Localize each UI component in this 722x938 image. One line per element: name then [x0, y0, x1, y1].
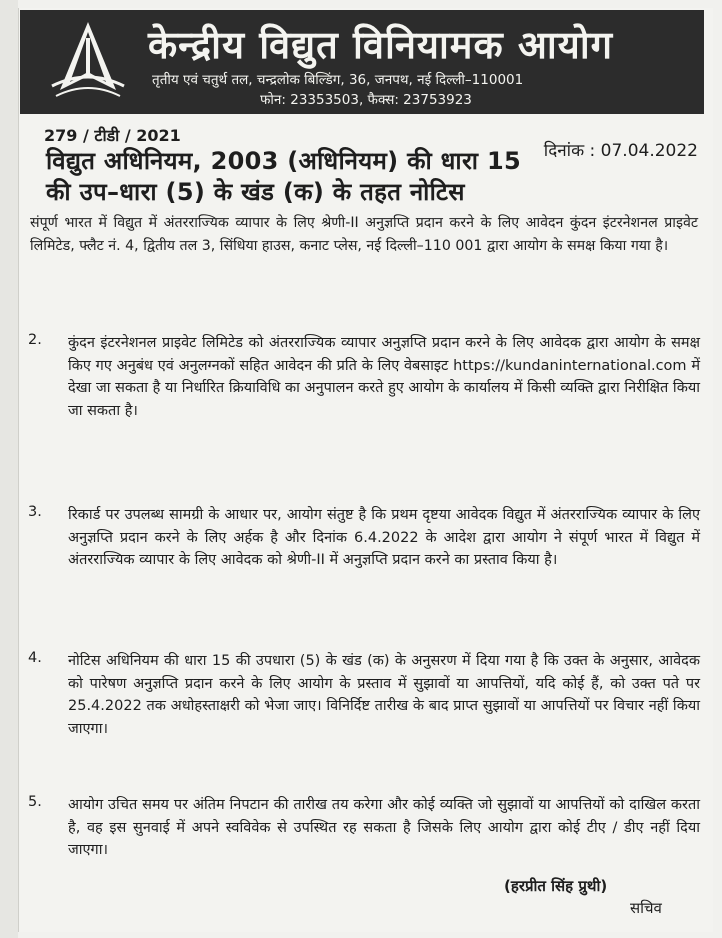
notice-date: दिनांक : 07.04.2022 — [543, 141, 698, 161]
item-number: 2. — [28, 332, 42, 348]
page-edge — [0, 0, 18, 938]
organization-name: केन्द्रीय विद्युत विनियामक आयोग — [148, 23, 614, 67]
organization-contact: फोन: 23353503, फैक्स: 23753923 — [260, 92, 472, 108]
title-line-2: की उप–धारा (5) के खंड (क) के तहत नोटिस — [46, 178, 465, 206]
item-text: कुंदन इंटरनेशनल प्राइवेट लिमिटेड को अंतरराज्यिक व्यापार अनुज्ञप्ति प्रदान करने के लिए आवेदक द्वारा आयोग के समक्ष किए गए अनुबंध एवं अनुलग्नकों सहित आवेदन की प्रति के लिए वेबसाइट https://kundaninternational.com में देखा जा सकता है या निर्धारित क्रियाविधि का अनुपालन करते हुए आयोग के कार्यालय में किसी व्यक्ति द्वारा निरीक्षित किया जा सकता है। — [68, 335, 700, 419]
signatory-name: (हरप्रीत सिंह प्रुथी) — [504, 877, 608, 895]
notice-title — [46, 146, 700, 208]
paragraph-1: संपूर्ण भारत में विद्युत में अंतरराज्यिक व्यापार के लिए श्रेणी-II अनुज्ञप्ति प्रदान करने के लिए आवेदन कुंदन इंटरनेशनल प्राइवेट लिमिटेड, फ्लैट नं. 4, द्वितीय तल 3, सिंधिया हाउस, कनाट प्लेस, नई दिल्ली–110 001 द्वारा आयोग के समक्ष किया गया है। — [30, 215, 698, 254]
title-line-1: विद्युत अधिनियम, 2003 (अधिनियम) की धारा 15 — [46, 147, 521, 175]
item-number: 5. — [28, 794, 42, 810]
reference-number: 279 / टीडी / 2021 — [44, 126, 181, 145]
item-text: आयोग उचित समय पर अंतिम निपटान की तारीख तय करेगा और कोई व्यक्ति जो सुझावों या आपत्तियों को दाखिल करता है, वह इस सुनवाई में अपने स्वविवेक से उपस्थित रह सकता है जिसके लिए आयोग द्वारा कोई टीए / डीए नहीं दिया जाएगा। — [68, 797, 700, 858]
item-number: 4. — [28, 650, 42, 666]
cerc-logo — [46, 18, 130, 106]
organization-address: तृतीय एवं चतुर्थ तल, चन्द्रलोक बिल्डिंग, 36, जनपथ, नई दिल्ली–110001 — [152, 72, 524, 88]
signatory-designation: सचिव — [630, 899, 662, 917]
item-text: नोटिस अधिनियम की धारा 15 की उपधारा (5) के खंड (क) के अनुसरण में दिया गया है कि उक्त के अनुसार, आवेदक को पारेषण अनुज्ञप्ति प्रदान करने के लिए आयोग के प्रस्ताव में सुझावों या आपत्तियों, यदि कोई हैं, को उक्त पते पर 25.4.2022 तक अधोहस्ताक्षरी को भेजा जाए। विनिर्दिष्ट तारीख के बाद प्राप्त सुझावों या आपत्तियों पर विचार नहीं किया जाएगा। — [68, 653, 700, 737]
item-text: रिकार्ड पर उपलब्ध सामग्री के आधार पर, आयोग संतुष्ट है कि प्रथम दृष्टया आवेदक विद्युत में अंतरराज्यिक व्यापार के लिए अनुज्ञप्ति प्रदान करने के लिए अर्हक है और दिनांक 6.4.2022 के आदेश द्वारा आयोग ने संपूर्ण भारत में विद्युत में अंतरराज्यिक व्यापार के लिए आवेदक को श्रेणी-II में अनुज्ञप्ति प्रदान करने का प्रस्ताव किया है। — [68, 507, 700, 568]
notice-header — [20, 10, 704, 114]
item-number: 3. — [28, 504, 42, 520]
